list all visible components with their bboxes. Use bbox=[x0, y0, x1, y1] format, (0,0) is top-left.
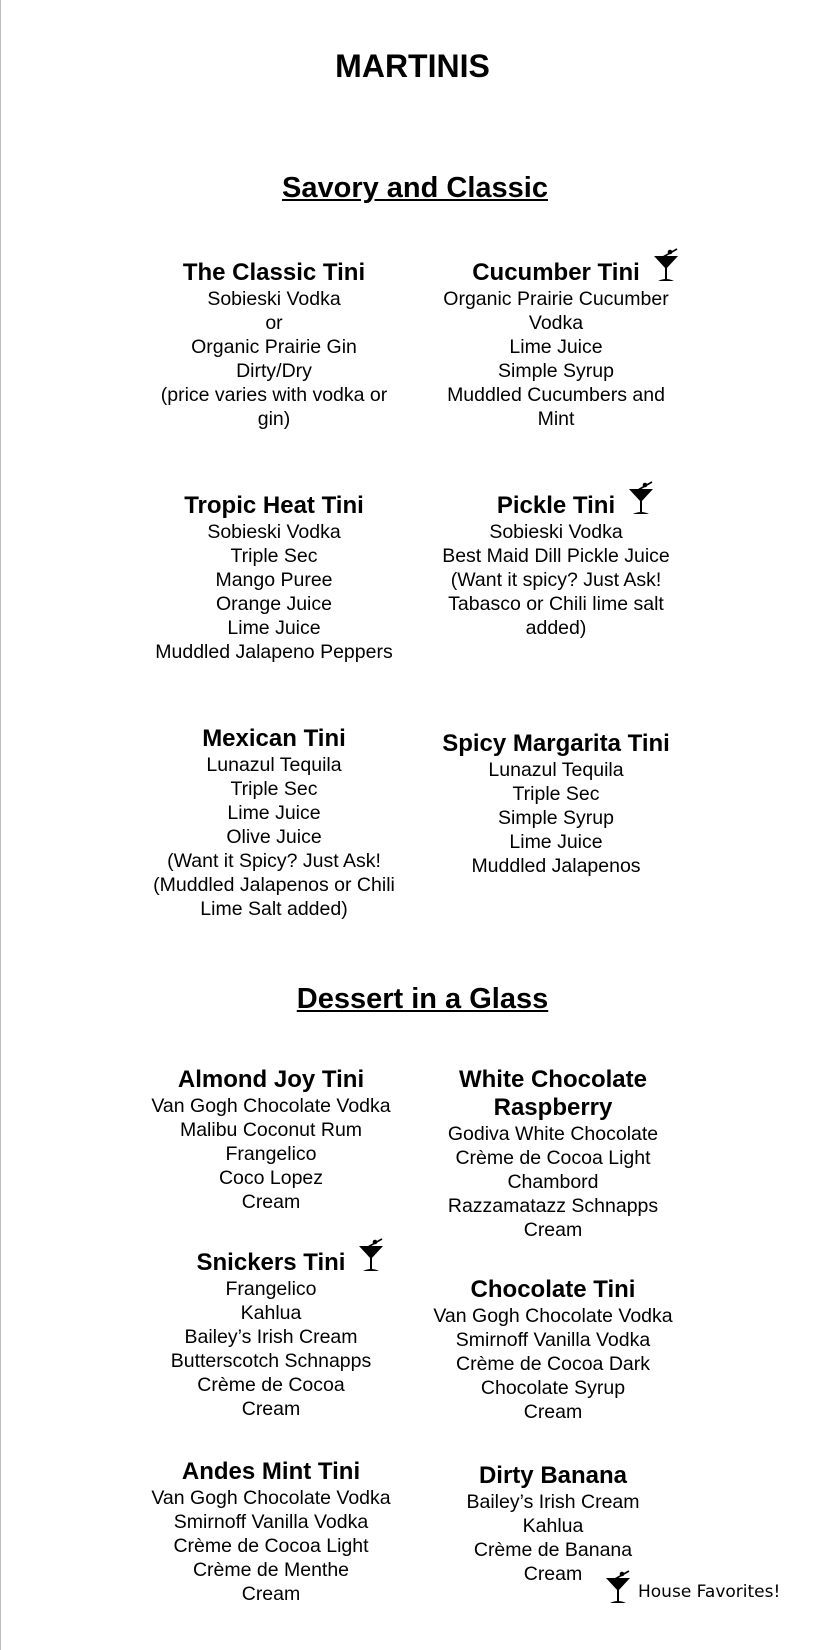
ingredient-line: Vodka bbox=[528, 312, 584, 334]
ingredient-line: Orange Juice bbox=[216, 593, 332, 615]
drink-name: The Classic Tini bbox=[182, 259, 366, 286]
drink-almond-joy-tini bbox=[121, 1066, 421, 1214]
ingredient-line: Olive Juice bbox=[226, 826, 322, 848]
ingredient-line: Cream bbox=[523, 1219, 583, 1241]
drink-name: Spicy Margarita Tini bbox=[442, 730, 670, 757]
martini-glass-icon bbox=[627, 481, 655, 515]
ingredient-line: Triple Sec bbox=[230, 778, 318, 800]
ingredient-list bbox=[403, 1304, 703, 1424]
ingredient-line: Cream bbox=[523, 1401, 583, 1423]
drink-name: Snickers Tini bbox=[197, 1249, 346, 1277]
ingredient-line: added) bbox=[525, 617, 587, 639]
drink-spicy-margarita-tini bbox=[406, 730, 706, 878]
ingredient-line: Chocolate Syrup bbox=[480, 1377, 626, 1399]
ingredient-line: Simple Syrup bbox=[498, 360, 614, 382]
ingredient-line: Lime Salt added) bbox=[200, 898, 348, 920]
ingredient-line: Lunazul Tequila bbox=[488, 759, 624, 781]
ingredient-line: Malibu Coconut Rum bbox=[179, 1119, 363, 1141]
ingredient-line: Best Maid Dill Pickle Juice bbox=[442, 545, 670, 567]
ingredient-line: Lime Juice bbox=[227, 802, 321, 824]
ingredient-line: Bailey’s Irish Cream bbox=[184, 1326, 358, 1348]
ingredient-list bbox=[124, 287, 424, 431]
page-left-border bbox=[0, 0, 1, 1650]
ingredient-line: Kahlua bbox=[240, 1302, 302, 1324]
ingredient-list bbox=[124, 520, 424, 664]
ingredient-line: Cream bbox=[523, 1563, 583, 1585]
ingredient-line: Sobieski Vodka bbox=[207, 288, 341, 310]
ingredient-line: Organic Prairie Cucumber bbox=[443, 288, 669, 310]
ingredient-line: Lime Juice bbox=[509, 336, 603, 358]
drink-name: Tropic Heat Tini bbox=[184, 492, 364, 519]
ingredient-line: Triple Sec bbox=[512, 783, 600, 805]
ingredient-line: Crème de Cocoa Light bbox=[455, 1147, 651, 1169]
ingredient-line: (Muddled Jalapenos or Chili bbox=[153, 874, 395, 896]
drink-name: Dirty Banana bbox=[478, 1462, 628, 1489]
ingredient-line: Van Gogh Chocolate Vodka bbox=[433, 1305, 673, 1327]
ingredient-line: Cream bbox=[241, 1398, 301, 1420]
ingredient-line: Tabasco or Chili lime salt bbox=[448, 593, 664, 615]
ingredient-line: (price varies with vodka or bbox=[160, 384, 388, 406]
ingredient-line: gin) bbox=[257, 408, 291, 430]
drink-snickers-tini bbox=[121, 1249, 421, 1421]
ingredient-line: Sobieski Vodka bbox=[489, 521, 623, 543]
ingredient-list bbox=[406, 758, 706, 878]
drink-name: White Chocolate Raspberry bbox=[458, 1066, 647, 1121]
ingredient-line: Mango Puree bbox=[215, 569, 333, 591]
ingredient-line: Simple Syrup bbox=[498, 807, 614, 829]
ingredient-line: Van Gogh Chocolate Vodka bbox=[151, 1095, 391, 1117]
section-heading-savory: Savory and Classic bbox=[282, 172, 548, 204]
ingredient-line: Muddled Jalapeno Peppers bbox=[155, 641, 393, 663]
ingredient-line: Dirty/Dry bbox=[236, 360, 312, 382]
ingredient-line: Kahlua bbox=[522, 1515, 584, 1537]
drink-name: Pickle Tini bbox=[497, 492, 615, 520]
menu-title: MARTINIS bbox=[335, 48, 490, 84]
ingredient-list bbox=[121, 1094, 421, 1214]
drink-cucumber-tini bbox=[406, 259, 706, 431]
ingredient-line: Lime Juice bbox=[509, 831, 603, 853]
ingredient-line: Bailey’s Irish Cream bbox=[466, 1491, 640, 1513]
drink-dirty-banana bbox=[403, 1462, 703, 1586]
ingredient-list bbox=[121, 1277, 421, 1421]
ingredient-line: Crème de Cocoa bbox=[197, 1374, 345, 1396]
ingredient-list bbox=[121, 1486, 421, 1606]
drink-tropic-heat-tini bbox=[124, 492, 424, 664]
ingredient-line: (Want it spicy? Just Ask! bbox=[450, 569, 662, 591]
drink-name: Almond Joy Tini bbox=[177, 1066, 365, 1093]
ingredient-line: Frangelico bbox=[225, 1143, 317, 1165]
drink-name: Mexican Tini bbox=[202, 725, 346, 752]
ingredient-list bbox=[403, 1490, 703, 1586]
drink-mexican-tini bbox=[124, 725, 424, 921]
section-heading-dessert: Dessert in a Glass bbox=[296, 983, 549, 1015]
ingredient-line: Crème de Cocoa Dark bbox=[456, 1353, 650, 1375]
ingredient-line: Cream bbox=[241, 1191, 301, 1213]
ingredient-line: Cream bbox=[241, 1583, 301, 1605]
ingredient-line: Organic Prairie Gin bbox=[191, 336, 357, 358]
ingredient-line: Triple Sec bbox=[230, 545, 318, 567]
ingredient-line: Crème de Cocoa Light bbox=[173, 1535, 369, 1557]
drink-white-chocolate-raspberry bbox=[403, 1066, 703, 1242]
ingredient-line: Sobieski Vodka bbox=[207, 521, 341, 543]
ingredient-line: Lunazul Tequila bbox=[206, 754, 342, 776]
ingredient-line: Mint bbox=[537, 408, 575, 430]
ingredient-line: Smirnoff Vanilla Vodka bbox=[455, 1329, 651, 1351]
martini-glass-icon bbox=[604, 1570, 632, 1604]
ingredient-line: Coco Lopez bbox=[218, 1167, 324, 1189]
drink-name: Cucumber Tini bbox=[472, 259, 640, 287]
ingredient-line: Van Gogh Chocolate Vodka bbox=[151, 1487, 391, 1509]
drink-andes-mint-tini bbox=[121, 1458, 421, 1606]
ingredient-list bbox=[124, 753, 424, 921]
martini-glass-icon bbox=[652, 248, 680, 282]
ingredient-line: Godiva White Chocolate bbox=[447, 1123, 659, 1145]
legend-label: House Favorites! bbox=[638, 1582, 781, 1602]
drink-name: Chocolate Tini bbox=[470, 1276, 636, 1303]
ingredient-line: (Want it Spicy? Just Ask! bbox=[167, 850, 381, 872]
ingredient-line: Crème de Menthe bbox=[192, 1559, 350, 1581]
drink-classic-tini bbox=[124, 259, 424, 431]
ingredient-line: Butterscotch Schnapps bbox=[170, 1350, 372, 1372]
ingredient-list bbox=[406, 520, 706, 640]
ingredient-line: Crème de Banana bbox=[473, 1539, 633, 1561]
drink-name: Andes Mint Tini bbox=[181, 1458, 361, 1485]
ingredient-list bbox=[403, 1122, 703, 1242]
ingredient-list bbox=[406, 287, 706, 431]
ingredient-line: Frangelico bbox=[225, 1278, 317, 1300]
ingredient-line: Muddled Cucumbers and bbox=[447, 384, 665, 406]
ingredient-line: Muddled Jalapenos bbox=[471, 855, 641, 877]
martini-glass-icon bbox=[357, 1238, 385, 1272]
drink-pickle-tini bbox=[406, 492, 706, 640]
ingredient-line: Lime Juice bbox=[227, 617, 321, 639]
drink-chocolate-tini bbox=[403, 1276, 703, 1424]
ingredient-line: Chambord bbox=[507, 1171, 599, 1193]
ingredient-line: or bbox=[265, 312, 283, 334]
ingredient-line: Smirnoff Vanilla Vodka bbox=[173, 1511, 369, 1533]
ingredient-line: Razzamatazz Schnapps bbox=[447, 1195, 659, 1217]
